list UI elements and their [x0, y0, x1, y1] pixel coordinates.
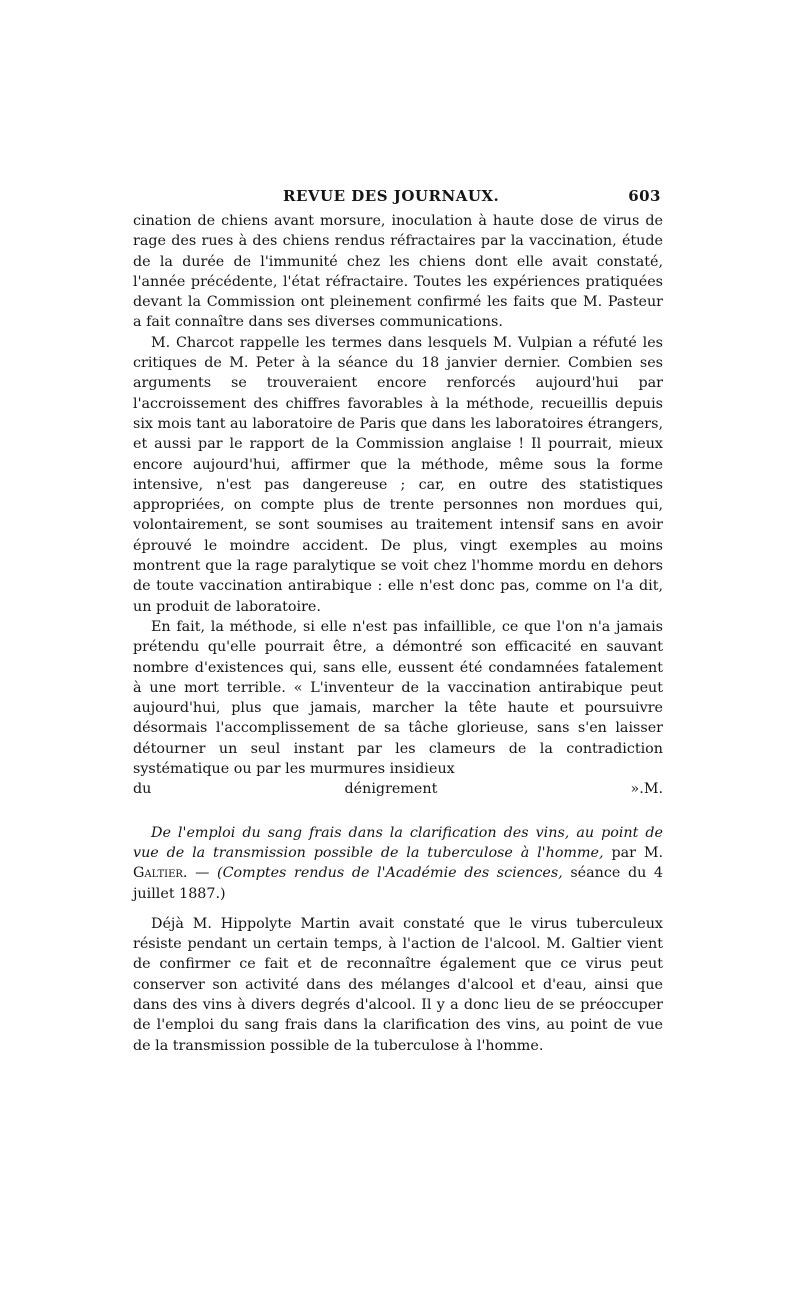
author-suffix: . — — [182, 865, 210, 882]
paragraph-continuation: cination de chiens avant morsure, inoculation à haute dose de virus de rage des rues à des chiens rendus réfractaires par la vaccination, étude de la durée de l'immunité chez les chiens dont elle avait constaté, l'année précédente, l'état réfractaire. Toutes les expériences pratiquées devant la Commission ont pleinement confirmé les faits que M. Pasteur a fait connaître dans ses diverses communications. — [133, 213, 663, 331]
author-name: Galtier — [133, 865, 183, 882]
signature: M. — [643, 781, 663, 798]
article-heading — [133, 823, 663, 904]
closing-text: du dénigrement ». — [133, 781, 644, 798]
page-number: 603 — [628, 187, 661, 205]
paragraph-closing-line — [133, 779, 663, 799]
article-date: séance du 4 juillet 1887.) — [133, 865, 664, 902]
article-source: (Comptes rendus de l'Académie des sciences, — [217, 865, 563, 882]
running-title: REVUE DES JOURNAUX. — [283, 187, 500, 205]
paragraph-methode: En fait, la méthode, si elle n'est pas infaillible, ce que l'on n'a jamais prétendu qu'elle pourrait être, a démontré son efficacité en sauvant nombre d'existences qui, sans elle, eussent été condamnées fatalement à une mort terrible. « L'inventeur de la vaccination antirabique peut aujourd'hui, plus que jamais, marcher la tête haute et poursuivre désormais l'accomplissement de sa tâche glorieuse, sans s'en laisser détourner un seul instant par les clameurs de la contradiction systématique ou par les murmures insidieux — [133, 618, 663, 778]
author-prefix: par M. — [611, 844, 663, 861]
article-title: De l'emploi du sang frais dans la clarification des vins, au point de vue de la transmission possible de la tuberculose à l'homme, — [133, 824, 663, 861]
paragraph-charcot: M. Charcot rappelle les termes dans lesquels M. Vulpian a réfuté les critiques de M. Peter à la séance du 18 janvier dernier. Combien ses arguments se trouveraient encore renforcés aujourd'hui par l'accroissement des chiffres favorables à la méthode, recueillis depuis six mois tant au laboratoire de Paris que dans les laboratoires étrangers, et aussi par le rapport de la Commission anglaise ! Il pourrait, mieux encore aujourd'hui, affirmer que la méthode, même sous la forme intensive, n'est pas dangereuse ; car, en outre des statistiques appropriées, on compte plus de trente personnes non mordues qui, volontairement, se sont soumises au traitement intensif sans en avoir éprouvé le moindre accident. De plus, vingt exemples au moins montrent que la rage paralytique se voit chez l'homme mordu en dehors de toute vaccination antirabique : elle n'est donc pas, comme on l'a dit, un produit de laboratoire. — [133, 334, 663, 615]
article-body: Déjà M. Hippolyte Martin avait constaté que le virus tuberculeux résiste pendant un certain temps, à l'action de l'alcool. M. Galtier vient de confirmer ce fait et de reconnaître également que ce virus peut conserver son activité dans des mélanges d'alcool et d'eau, ainsi que dans des vins à divers degrés d'alcool. Il y a donc lieu de se préoccuper de l'emploi du sang frais dans la clarification des vins, au point de vue de la transmission possible de la tuberculose à l'homme. — [133, 915, 663, 1054]
document-page — [133, 187, 663, 1056]
page-header — [133, 187, 663, 211]
